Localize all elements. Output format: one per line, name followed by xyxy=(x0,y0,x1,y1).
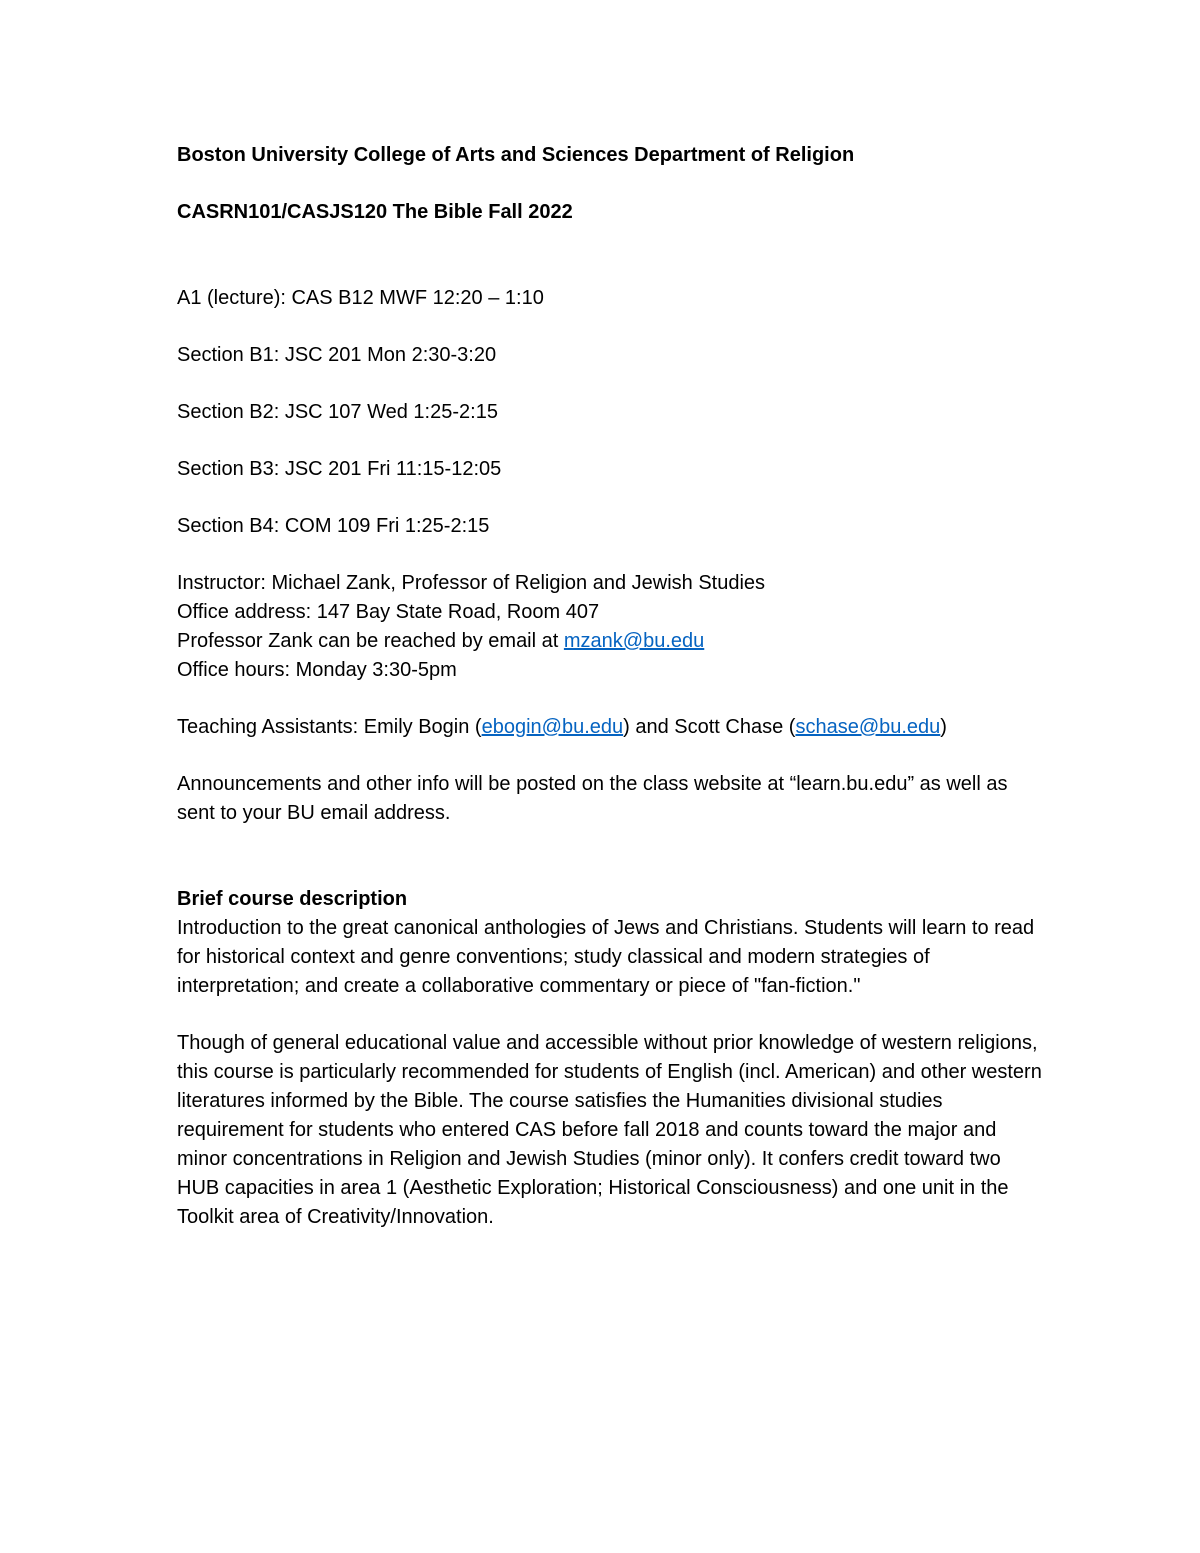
ta-prefix: Teaching Assistants: Emily Bogin ( xyxy=(177,716,482,738)
section-b3: Section B3: JSC 201 Fri 11:15-12:05 xyxy=(177,458,502,480)
ta-middle: ) and Scott Chase ( xyxy=(623,716,796,738)
announcements-paragraph: Announcements and other info will be posted on the class website at “learn.bu.edu” as well as sent to your BU email address. xyxy=(177,773,1008,824)
description-paragraph-2: Though of general educational value and accessible without prior knowledge of western religions, this course is particularly recommended for students of English (incl. American) and other western literatures informed by the Bible. The course satisfies the Humanities divisional studies requirement for students who entered CAS before fall 2018 and counts toward the major and minor concentrations in Religion and Jewish Studies (minor only). It confers credit toward two HUB capacities in area 1 (Aesthetic Exploration; Historical Consciousness) and one unit in the Toolkit area of Creativity/Innovation. xyxy=(177,1032,1042,1228)
section-b4: Section B4: COM 109 Fri 1:25-2:15 xyxy=(177,515,490,537)
office-address: Office address: 147 Bay State Road, Room 407 xyxy=(177,601,600,623)
section-b1: Section B1: JSC 201 Mon 2:30-3:20 xyxy=(177,344,497,366)
instructor-email-prefix: Professor Zank can be reached by email at xyxy=(177,630,564,652)
instructor-email-line xyxy=(177,627,1047,656)
institution-heading: Boston University College of Arts and Sciences Department of Religion xyxy=(177,144,855,166)
section-b2: Section B2: JSC 107 Wed 1:25-2:15 xyxy=(177,401,498,423)
ta2-email-link[interactable]: schase@bu.edu xyxy=(795,716,941,738)
teaching-assistants-line xyxy=(177,713,1047,742)
ta-suffix: ) xyxy=(940,716,947,738)
course-title: CASRN101/CASJS120 The Bible Fall 2022 xyxy=(177,201,573,223)
instructor-line: Instructor: Michael Zank, Professor of Religion and Jewish Studies xyxy=(177,572,766,594)
lecture-schedule: A1 (lecture): CAS B12 MWF 12:20 – 1:10 xyxy=(177,287,544,309)
instructor-email-link[interactable]: mzank@bu.edu xyxy=(563,630,705,652)
document-body xyxy=(177,141,1047,1232)
ta1-email-link[interactable]: ebogin@bu.edu xyxy=(481,716,624,738)
description-heading: Brief course description xyxy=(177,888,408,910)
description-paragraph-1: Introduction to the great canonical anthologies of Jews and Christians. Students will learn to read for historical context and genre conventions; study classical and modern strategies of interpretation; and create a collaborative commentary or piece of "fan-fiction." xyxy=(177,917,1035,997)
office-hours: Office hours: Monday 3:30-5pm xyxy=(177,659,457,681)
